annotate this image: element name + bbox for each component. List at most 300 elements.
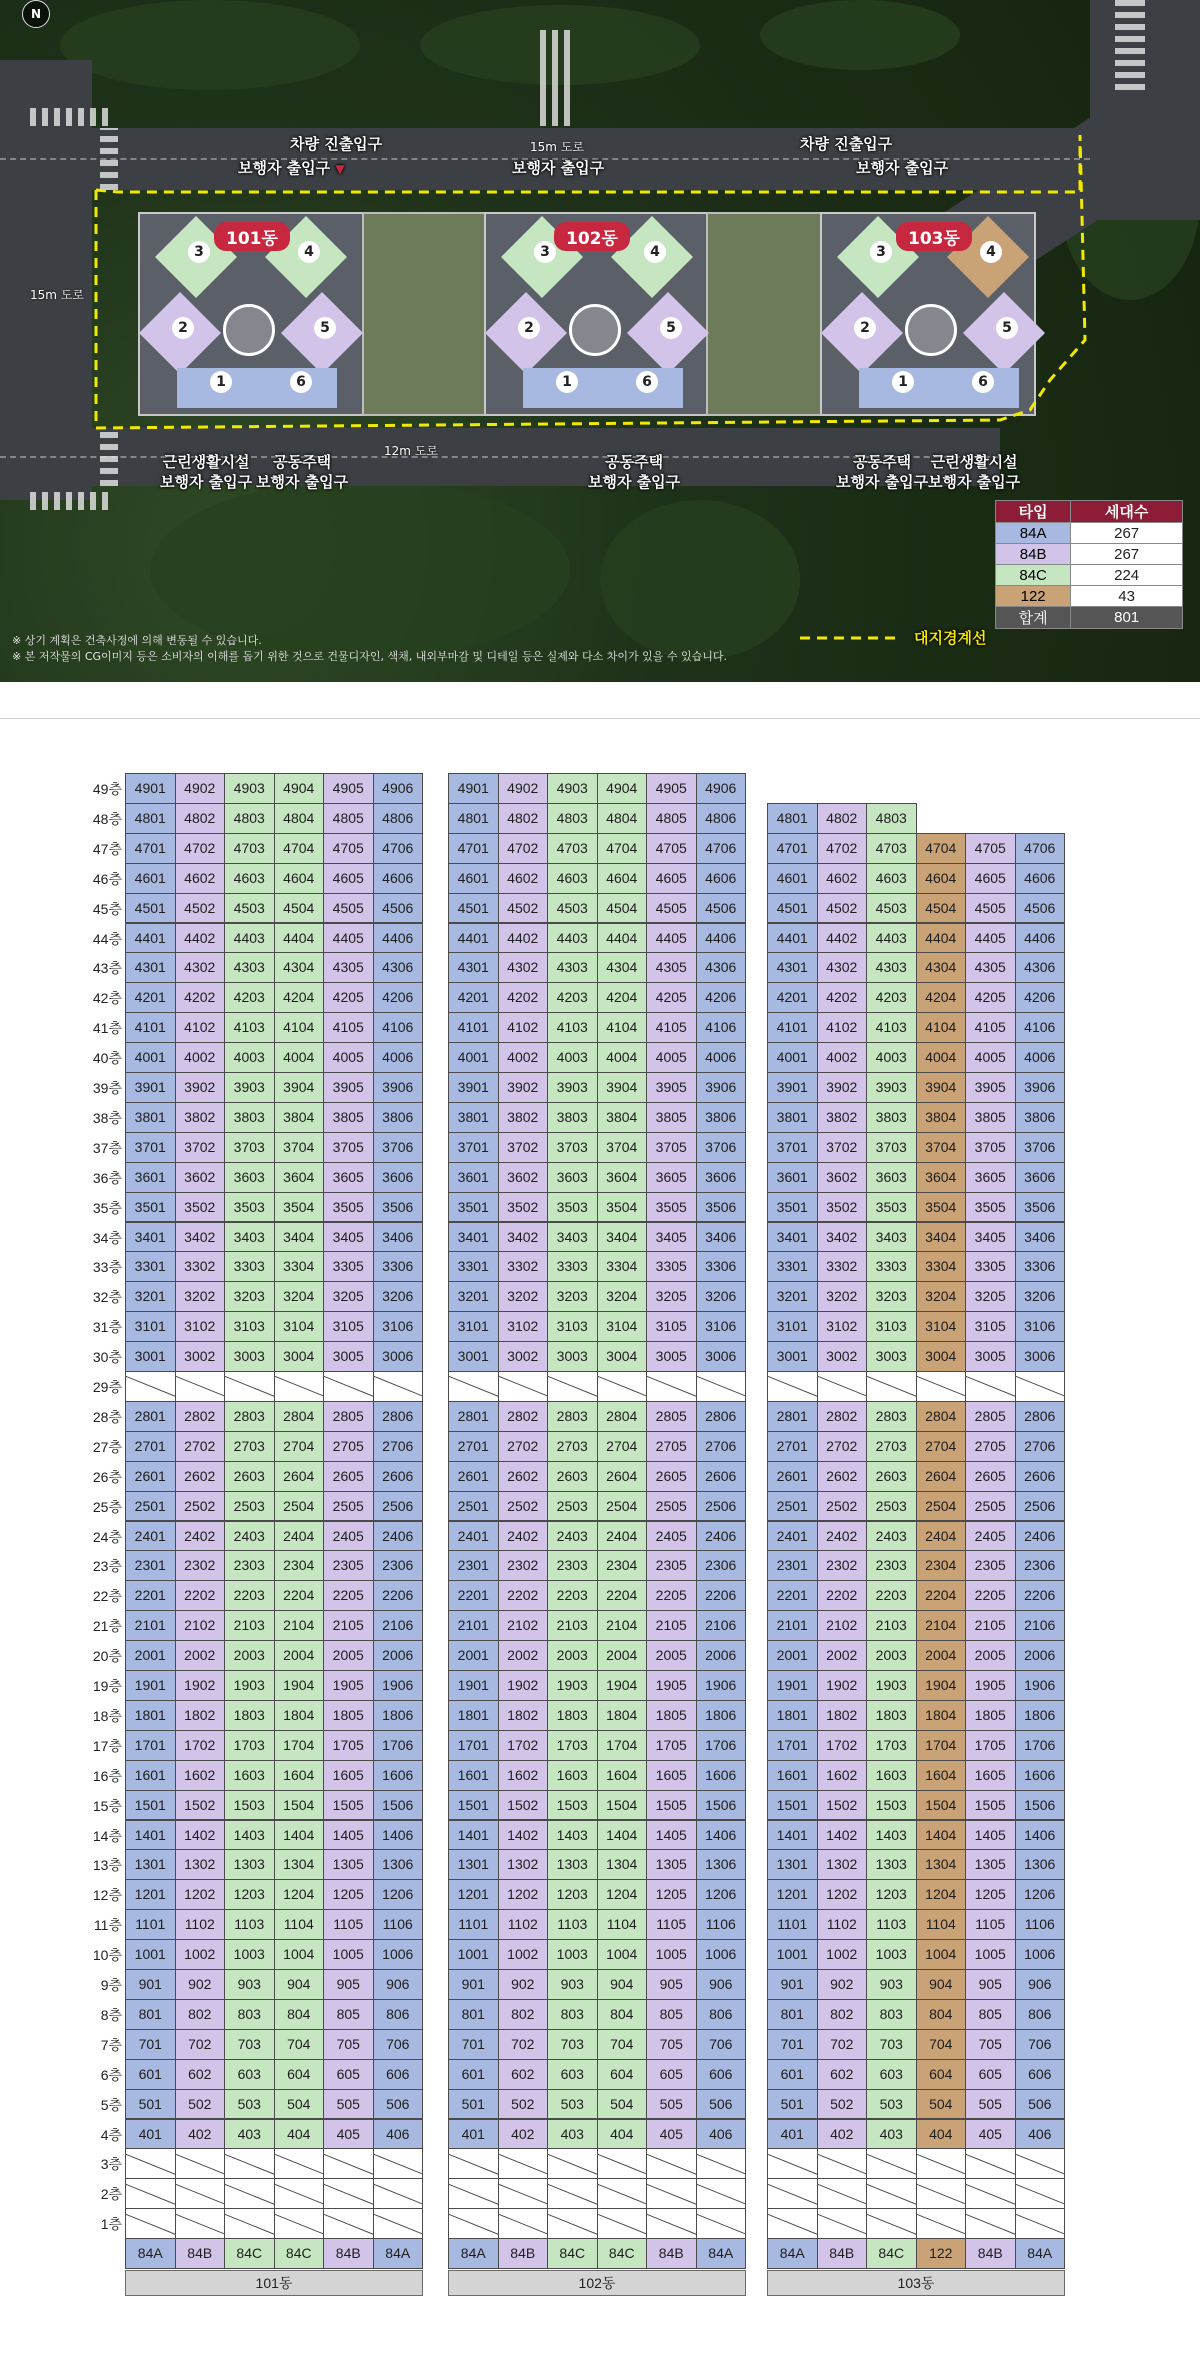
type-cell: 84C [274, 2238, 325, 2269]
empty-floor-cell [597, 2208, 648, 2239]
empty-floor-cell [224, 2208, 275, 2239]
unit-cell: 2104 [274, 1610, 325, 1641]
unit-cell: 3604 [274, 1162, 325, 1193]
unit-cell: 2006 [373, 1640, 424, 1671]
unit-cell: 4104 [597, 1012, 648, 1043]
unit-cell: 401 [767, 2119, 818, 2150]
empty-floor-cell [767, 1371, 818, 1402]
unit-cell: 3504 [274, 1192, 325, 1223]
unit-cell: 1601 [448, 1760, 499, 1791]
floor-label: 29층 [92, 1379, 122, 1395]
unit-cell: 3304 [274, 1251, 325, 1282]
unit-cell: 1202 [817, 1879, 868, 1910]
unit-cell: 2606 [696, 1461, 747, 1492]
unit-cell: 4206 [696, 982, 747, 1013]
unit-cell: 1303 [547, 1849, 598, 1880]
empty-floor-cell [373, 2178, 424, 2209]
unit-cell: 2305 [323, 1550, 374, 1581]
legend-count: 267 [1071, 523, 1183, 544]
commercial-entrance-right: 근린생활시설 보행자 출입구 [928, 453, 1021, 491]
unit-cell: 2704 [274, 1431, 325, 1462]
unit-cell: 1901 [448, 1670, 499, 1701]
unit-cell: 2301 [767, 1550, 818, 1581]
unit-cell: 1505 [323, 1790, 374, 1821]
unit-cell: 4801 [448, 803, 499, 834]
unit-cell: 1001 [125, 1939, 176, 1970]
unit-cell: 1502 [498, 1790, 549, 1821]
type-cell: 84B [323, 2238, 374, 2269]
unit-cell: 4901 [125, 773, 176, 804]
site-unit-number: 2 [172, 317, 194, 339]
unit-cell: 3906 [1015, 1072, 1066, 1103]
unit-cell: 1003 [224, 1939, 275, 1970]
unit-cell: 4303 [866, 952, 917, 983]
unit-cell: 4201 [448, 982, 499, 1013]
unit-cell: 3904 [274, 1072, 325, 1103]
unit-cell: 505 [323, 2089, 374, 2120]
unit-cell: 601 [125, 2059, 176, 2090]
empty-floor-cell [175, 2148, 226, 2179]
empty-floor-cell [448, 1371, 499, 1402]
unit-cell: 4503 [866, 893, 917, 924]
unit-cell: 1505 [965, 1790, 1016, 1821]
pedestrian-entrance-top: 보행자 출입구 [512, 159, 605, 177]
unit-cell: 1006 [696, 1939, 747, 1970]
unit-cell: 4802 [498, 803, 549, 834]
empty-floor-cell [373, 2208, 424, 2239]
site-unit-number: 1 [556, 371, 578, 393]
empty-floor-cell [646, 2148, 697, 2179]
unit-cell: 3305 [965, 1251, 1016, 1282]
unit-cell: 603 [224, 2059, 275, 2090]
unit-cell: 1301 [767, 1849, 818, 1880]
unit-cell: 4902 [175, 773, 226, 804]
site-unit-number: 4 [644, 241, 666, 263]
unit-cell: 3702 [817, 1132, 868, 1163]
unit-cell: 4701 [767, 833, 818, 864]
unit-cell: 2206 [373, 1580, 424, 1611]
empty-floor-cell [125, 2178, 176, 2209]
unit-cell: 1905 [965, 1670, 1016, 1701]
empty-floor-cell [547, 2148, 598, 2179]
unit-cell: 903 [224, 1969, 275, 2000]
unit-cell: 4005 [646, 1042, 697, 1073]
unit-cell: 2104 [597, 1610, 648, 1641]
unit-cell: 4101 [125, 1012, 176, 1043]
unit-cell: 3501 [125, 1192, 176, 1223]
unit-cell: 1806 [696, 1700, 747, 1731]
unit-cell: 3302 [175, 1251, 226, 1282]
unit-cell: 3905 [646, 1072, 697, 1103]
unit-cell: 3102 [498, 1311, 549, 1342]
unit-cell: 2403 [547, 1521, 598, 1552]
empty-floor-cell [1015, 2148, 1066, 2179]
unit-cell: 4502 [175, 893, 226, 924]
unit-cell: 1803 [866, 1700, 917, 1731]
unit-cell: 1603 [866, 1760, 917, 1791]
unit-cell: 2804 [274, 1401, 325, 1432]
empty-floor-cell [965, 1371, 1016, 1402]
unit-cell: 1303 [224, 1849, 275, 1880]
unit-cell: 2705 [965, 1431, 1016, 1462]
floor-label: 46층 [92, 870, 122, 887]
unit-cell: 3205 [323, 1281, 374, 1312]
unit-cell: 2706 [696, 1431, 747, 1462]
unit-cell: 1204 [916, 1879, 967, 1910]
unit-cell: 3901 [767, 1072, 818, 1103]
unit-cell: 1105 [323, 1909, 374, 1940]
empty-floor-cell [916, 1371, 967, 1402]
empty-floor-cell [224, 2178, 275, 2209]
unit-cell: 4304 [916, 952, 967, 983]
unit-cell: 3104 [274, 1311, 325, 1342]
empty-floor-cell [866, 2148, 917, 2179]
unit-cell: 3505 [646, 1192, 697, 1223]
unit-cell: 1402 [175, 1820, 226, 1851]
unit-cell: 3305 [646, 1251, 697, 1282]
unit-cell: 4306 [696, 952, 747, 983]
building-name-bar: 101동 [125, 2270, 423, 2296]
unit-cell: 3203 [547, 1281, 598, 1312]
floor-label: 44층 [92, 930, 122, 947]
unit-cell: 1205 [323, 1879, 374, 1910]
unit-cell: 2403 [866, 1521, 917, 1552]
unit-cell: 3506 [1015, 1192, 1066, 1223]
unit-cell: 1804 [916, 1700, 967, 1731]
unit-cell: 3401 [767, 1222, 818, 1253]
unit-cell: 3402 [175, 1222, 226, 1253]
unit-cell: 2201 [125, 1580, 176, 1611]
unit-cell: 1406 [1015, 1820, 1066, 1851]
unit-cell: 1803 [224, 1700, 275, 1731]
unit-cell: 4506 [373, 893, 424, 924]
unit-cell: 2004 [916, 1640, 967, 1671]
unit-cell: 2606 [1015, 1461, 1066, 1492]
unit-cell: 3006 [1015, 1341, 1066, 1372]
legend-type: 84B [996, 544, 1071, 565]
unit-cell: 3403 [547, 1222, 598, 1253]
unit-cell: 3504 [597, 1192, 648, 1223]
unit-cell: 1401 [125, 1820, 176, 1851]
unit-cell: 802 [817, 1999, 868, 2030]
unit-cell: 3803 [224, 1102, 275, 1133]
unit-cell: 1901 [125, 1670, 176, 1701]
empty-floor-cell [817, 2148, 868, 2179]
unit-cell: 1006 [373, 1939, 424, 1970]
unit-cell: 2103 [224, 1610, 275, 1641]
floor-label: 38층 [92, 1109, 122, 1126]
unit-cell: 2702 [175, 1431, 226, 1462]
unit-cell: 3202 [817, 1281, 868, 1312]
unit-cell: 3005 [646, 1341, 697, 1372]
unit-cell: 4806 [696, 803, 747, 834]
unit-cell: 1504 [274, 1790, 325, 1821]
pedestrian-entrance-left: 보행자 출입구 ▼ [238, 159, 345, 177]
unit-cell: 502 [175, 2089, 226, 2120]
unit-cell: 806 [1015, 1999, 1066, 2030]
unit-cell: 1102 [175, 1909, 226, 1940]
unit-cell: 1203 [224, 1879, 275, 1910]
unit-cell: 1703 [224, 1730, 275, 1761]
unit-cell: 4805 [323, 803, 374, 834]
unit-cell: 3503 [224, 1192, 275, 1223]
legend-row [996, 544, 1183, 565]
site-unit-number: 4 [298, 241, 320, 263]
unit-cell: 3201 [125, 1281, 176, 1312]
unit-cell: 3005 [323, 1341, 374, 1372]
empty-floor-cell [696, 2208, 747, 2239]
unit-cell: 2003 [547, 1640, 598, 1671]
unit-cell: 505 [965, 2089, 1016, 2120]
unit-cell: 1405 [646, 1820, 697, 1851]
unit-cell: 4403 [866, 923, 917, 954]
unit-cell: 602 [175, 2059, 226, 2090]
unit-cell: 3201 [767, 1281, 818, 1312]
empty-floor-cell [448, 2148, 499, 2179]
unit-cell: 1004 [597, 1939, 648, 1970]
unit-cell: 4902 [498, 773, 549, 804]
unit-cell: 1004 [916, 1939, 967, 1970]
unit-cell: 4502 [817, 893, 868, 924]
unit-cell: 2106 [1015, 1610, 1066, 1641]
unit-cell: 3001 [767, 1341, 818, 1372]
unit-cell: 1802 [498, 1700, 549, 1731]
unit-cell: 4205 [965, 982, 1016, 1013]
unit-cell: 3601 [125, 1162, 176, 1193]
unit-cell: 3802 [498, 1102, 549, 1133]
unit-cell: 801 [767, 1999, 818, 2030]
unit-cell: 3003 [224, 1341, 275, 1372]
unit-cell: 1602 [175, 1760, 226, 1791]
empty-floor-cell [866, 2208, 917, 2239]
unit-cell: 2202 [817, 1580, 868, 1611]
unit-cell: 1403 [224, 1820, 275, 1851]
unit-cell: 3005 [965, 1341, 1016, 1372]
unit-cell: 2102 [175, 1610, 226, 1641]
type-cell: 84B [646, 2238, 697, 2269]
unit-cell: 2302 [498, 1550, 549, 1581]
unit-cell: 1106 [696, 1909, 747, 1940]
unit-cell: 4605 [323, 863, 374, 894]
unit-cell: 502 [498, 2089, 549, 2120]
unit-cell: 2406 [373, 1521, 424, 1552]
unit-cell: 1705 [323, 1730, 374, 1761]
empty-floor-cell [1015, 2208, 1066, 2239]
unit-cell: 2204 [597, 1580, 648, 1611]
unit-cell: 4305 [965, 952, 1016, 983]
site-unit-number: 5 [996, 317, 1018, 339]
unit-cell: 3404 [597, 1222, 648, 1253]
unit-cell: 1102 [498, 1909, 549, 1940]
unit-cell: 2304 [597, 1550, 648, 1581]
unit-cell: 1703 [547, 1730, 598, 1761]
unit-cell: 4601 [125, 863, 176, 894]
floor-label: 41층 [92, 1020, 122, 1037]
empty-floor-cell [274, 2148, 325, 2179]
unit-cell: 4103 [866, 1012, 917, 1043]
legend-type: 84C [996, 565, 1071, 586]
legend-type: 122 [996, 586, 1071, 607]
legend-header-type: 타입 [996, 501, 1071, 523]
unit-cell: 2303 [866, 1550, 917, 1581]
unit-cell: 3104 [597, 1311, 648, 1342]
unit-cell: 3202 [498, 1281, 549, 1312]
floor-label: 4층 [100, 2126, 122, 2143]
unit-cell: 2806 [373, 1401, 424, 1432]
floor-label: 21층 [92, 1618, 122, 1635]
unit-cell: 1205 [965, 1879, 1016, 1910]
unit-cell: 3505 [965, 1192, 1016, 1223]
unit-cell: 1005 [323, 1939, 374, 1970]
empty-floor-cell [323, 2178, 374, 2209]
unit-cell: 3305 [323, 1251, 374, 1282]
unit-cell: 3905 [965, 1072, 1016, 1103]
unit-cell: 4105 [646, 1012, 697, 1043]
unit-cell: 604 [916, 2059, 967, 2090]
unit-cell: 1701 [448, 1730, 499, 1761]
unit-cell: 4101 [767, 1012, 818, 1043]
unit-cell: 3702 [498, 1132, 549, 1163]
unit-cell: 2306 [373, 1550, 424, 1581]
unit-cell: 3606 [696, 1162, 747, 1193]
empty-floor-cell [373, 1371, 424, 1402]
unit-cell: 4706 [696, 833, 747, 864]
unit-cell: 3704 [597, 1132, 648, 1163]
unit-cell: 1001 [767, 1939, 818, 1970]
unit-cell: 4102 [175, 1012, 226, 1043]
unit-cell: 3106 [1015, 1311, 1066, 1342]
floor-label: 31층 [92, 1319, 122, 1336]
unit-cell: 506 [373, 2089, 424, 2120]
unit-cell: 4801 [125, 803, 176, 834]
unit-cell: 401 [125, 2119, 176, 2150]
unit-cell: 402 [175, 2119, 226, 2150]
unit-cell: 4203 [866, 982, 917, 1013]
unit-cell: 3502 [817, 1192, 868, 1223]
unit-cell: 3103 [547, 1311, 598, 1342]
unit-cell: 3602 [817, 1162, 868, 1193]
unit-cell: 4605 [965, 863, 1016, 894]
unit-cell: 506 [1015, 2089, 1066, 2120]
unit-cell: 1201 [125, 1879, 176, 1910]
unit-cell: 3301 [125, 1251, 176, 1282]
unit-cell: 1305 [323, 1849, 374, 1880]
unit-cell: 3503 [547, 1192, 598, 1223]
unit-cell: 2302 [817, 1550, 868, 1581]
unit-cell: 804 [916, 1999, 967, 2030]
unit-cell: 904 [274, 1969, 325, 2000]
legend-count: 224 [1071, 565, 1183, 586]
north-label: N [30, 7, 42, 21]
unit-cell: 2503 [547, 1491, 598, 1522]
empty-floor-cell [224, 1371, 275, 1402]
unit-cell: 1304 [597, 1849, 648, 1880]
unit-cell: 1805 [646, 1700, 697, 1731]
vehicle-entrance-left: 차량 진출입구 [290, 135, 383, 153]
unit-cell: 3405 [965, 1222, 1016, 1253]
empty-floor-cell [646, 1371, 697, 1402]
unit-cell: 1606 [1015, 1760, 1066, 1791]
unit-cell: 4505 [323, 893, 374, 924]
unit-cell: 605 [323, 2059, 374, 2090]
unit-cell: 1305 [965, 1849, 1016, 1880]
unit-cell: 3303 [547, 1251, 598, 1282]
empty-floor-cell [373, 2148, 424, 2179]
unit-cell: 2605 [323, 1461, 374, 1492]
unit-cell: 3502 [498, 1192, 549, 1223]
empty-floor-cell [274, 2178, 325, 2209]
unit-cell: 4006 [696, 1042, 747, 1073]
unit-cell: 1906 [1015, 1670, 1066, 1701]
empty-floor-cell [125, 1371, 176, 1402]
unit-cell: 605 [646, 2059, 697, 2090]
unit-cell: 1503 [224, 1790, 275, 1821]
unit-cell: 905 [965, 1969, 1016, 2000]
unit-cell: 3403 [224, 1222, 275, 1253]
unit-cell: 3502 [175, 1192, 226, 1223]
unit-cell: 3204 [274, 1281, 325, 1312]
unit-cell: 402 [498, 2119, 549, 2150]
unit-cell: 904 [916, 1969, 967, 2000]
unit-cell: 4002 [175, 1042, 226, 1073]
unit-cell: 4805 [646, 803, 697, 834]
unit-cell: 4105 [323, 1012, 374, 1043]
unit-cell: 2401 [448, 1521, 499, 1552]
unit-cell: 4005 [323, 1042, 374, 1073]
floor-label: 49층 [92, 781, 122, 797]
empty-floor-cell [547, 2208, 598, 2239]
floor-label: 22층 [92, 1588, 122, 1605]
unit-cell: 2802 [817, 1401, 868, 1432]
unit-cell: 4604 [916, 863, 967, 894]
unit-cell: 3206 [1015, 1281, 1066, 1312]
unit-cell: 603 [866, 2059, 917, 2090]
unit-cell: 3703 [547, 1132, 598, 1163]
site-unit-number: 6 [290, 371, 312, 393]
unit-cell: 4101 [448, 1012, 499, 1043]
unit-cell: 705 [965, 2029, 1016, 2060]
unit-cell: 4705 [965, 833, 1016, 864]
unit-cell: 2603 [547, 1461, 598, 1492]
unit-cell: 4401 [448, 923, 499, 954]
unit-cell: 605 [965, 2059, 1016, 2090]
unit-cell: 3805 [323, 1102, 374, 1133]
unit-cell: 3004 [274, 1341, 325, 1372]
unit-cell: 3302 [498, 1251, 549, 1282]
unit-cell: 3905 [323, 1072, 374, 1103]
unit-cell: 4106 [373, 1012, 424, 1043]
unit-cell: 4402 [498, 923, 549, 954]
unit-cell: 1901 [767, 1670, 818, 1701]
unit-cell: 503 [866, 2089, 917, 2120]
unit-cell: 2504 [597, 1491, 648, 1522]
unit-cell: 2402 [817, 1521, 868, 1552]
unit-cell: 2405 [965, 1521, 1016, 1552]
empty-floor-cell [323, 1371, 374, 1402]
unit-cell: 2505 [646, 1491, 697, 1522]
unit-cell: 4704 [597, 833, 648, 864]
unit-cell: 4004 [597, 1042, 648, 1073]
unit-cell: 1002 [175, 1939, 226, 1970]
floor-label: 47층 [92, 840, 122, 857]
floor-label: 1층 [100, 2216, 122, 2233]
empty-floor-cell [224, 2148, 275, 2179]
unit-cell: 3006 [696, 1341, 747, 1372]
unit-cell: 1601 [767, 1760, 818, 1791]
unit-cell: 4702 [498, 833, 549, 864]
unit-cell: 4301 [767, 952, 818, 983]
unit-cell: 502 [817, 2089, 868, 2120]
